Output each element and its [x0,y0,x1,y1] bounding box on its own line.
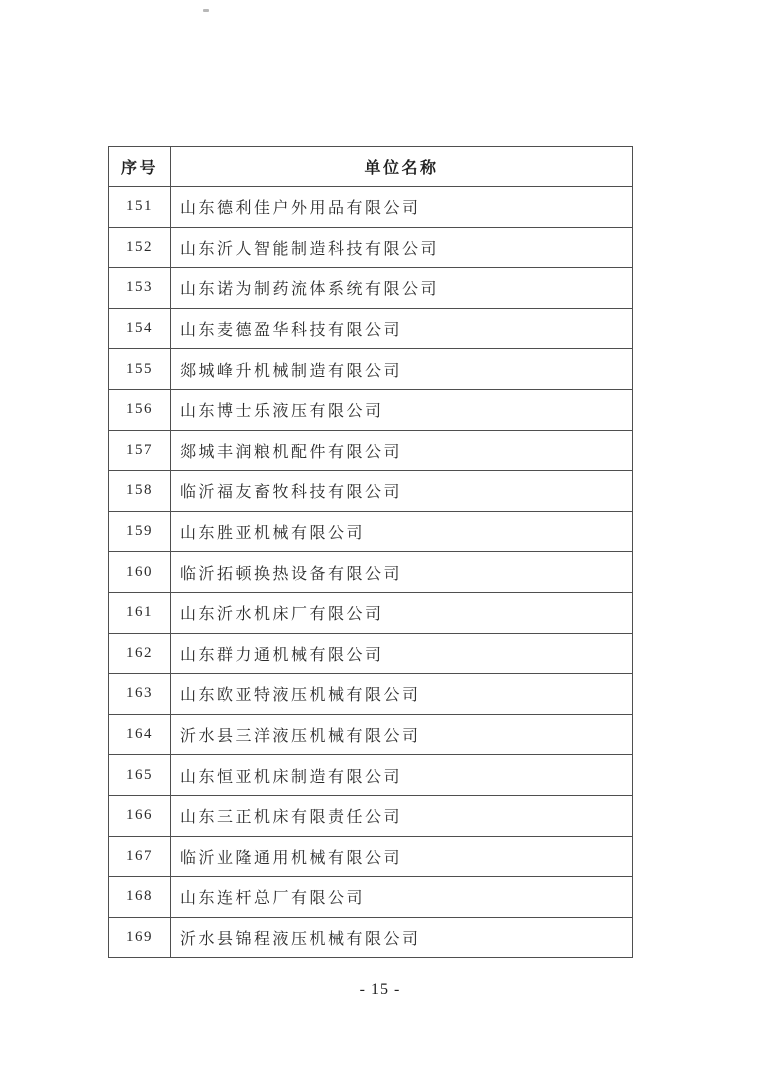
serial-number-cell: 169 [109,917,171,958]
column-header-serial-number: 序号 [109,147,171,187]
serial-number-cell: 168 [109,877,171,918]
table-row [109,877,633,918]
unit-name-cell: 临沂福友畜牧科技有限公司 [171,471,633,512]
table-row [109,714,633,755]
serial-number-cell: 156 [109,389,171,430]
serial-number-cell: 155 [109,349,171,390]
serial-number-cell: 154 [109,308,171,349]
unit-name-cell: 郯城丰润粮机配件有限公司 [171,430,633,471]
table-body [109,187,633,958]
unit-name-cell: 沂水县锦程液压机械有限公司 [171,917,633,958]
table-row [109,755,633,796]
unit-name-cell: 山东德利佳户外用品有限公司 [171,187,633,228]
unit-name-cell: 山东沂人智能制造科技有限公司 [171,227,633,268]
table-row [109,795,633,836]
table-row [109,633,633,674]
serial-number-cell: 152 [109,227,171,268]
table-row [109,308,633,349]
unit-name-cell: 山东欧亚特液压机械有限公司 [171,674,633,715]
unit-name-cell: 山东连杆总厂有限公司 [171,877,633,918]
serial-number-cell: 167 [109,836,171,877]
table-row [109,227,633,268]
unit-name-cell: 山东群力通机械有限公司 [171,633,633,674]
table-row [109,268,633,309]
serial-number-cell: 166 [109,795,171,836]
table-row [109,349,633,390]
serial-number-cell: 151 [109,187,171,228]
serial-number-cell: 164 [109,714,171,755]
table-row [109,552,633,593]
unit-name-cell: 山东沂水机床厂有限公司 [171,592,633,633]
table-row [109,430,633,471]
serial-number-cell: 161 [109,592,171,633]
table-row [109,389,633,430]
table-header [109,147,633,187]
serial-number-cell: 160 [109,552,171,593]
unit-name-cell: 郯城峰升机械制造有限公司 [171,349,633,390]
unit-name-cell: 山东胜亚机械有限公司 [171,511,633,552]
table-row [109,836,633,877]
unit-name-cell: 山东博士乐液压有限公司 [171,389,633,430]
unit-name-cell: 山东三正机床有限责任公司 [171,795,633,836]
table-row [109,511,633,552]
column-header-unit-name: 单位名称 [171,147,633,187]
unit-name-cell: 临沂拓顿换热设备有限公司 [171,552,633,593]
page-number: - 15 - [359,981,401,998]
serial-number-cell: 158 [109,471,171,512]
serial-number-cell: 159 [109,511,171,552]
unit-name-cell: 山东诺为制药流体系统有限公司 [171,268,633,309]
unit-name-cell: 山东恒亚机床制造有限公司 [171,755,633,796]
table-row [109,187,633,228]
unit-name-cell: 沂水县三洋液压机械有限公司 [171,714,633,755]
unit-name-cell: 山东麦德盈华科技有限公司 [171,308,633,349]
table-row [109,471,633,512]
scan-artifact-speck [203,9,209,12]
unit-name-cell: 临沂业隆通用机械有限公司 [171,836,633,877]
table-row [109,917,633,958]
table-row [109,592,633,633]
serial-number-cell: 163 [109,674,171,715]
table-row [109,674,633,715]
serial-number-cell: 157 [109,430,171,471]
company-list-table [108,146,633,958]
serial-number-cell: 162 [109,633,171,674]
serial-number-cell: 153 [109,268,171,309]
serial-number-cell: 165 [109,755,171,796]
table-header-row [109,147,633,187]
